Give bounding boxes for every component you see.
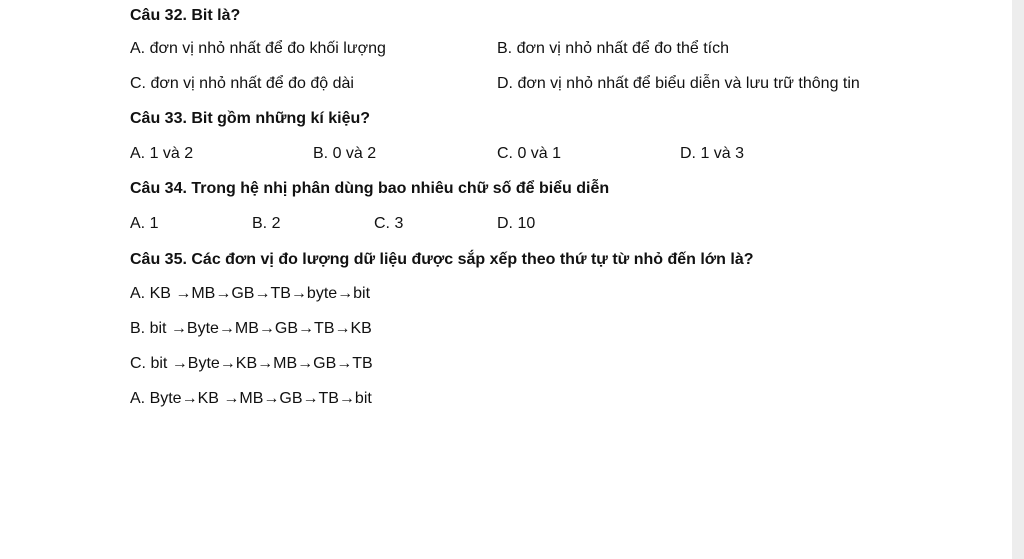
- question-32-option-b: B. đơn vị nhỏ nhất để đo thể tích: [497, 40, 729, 57]
- question-34-option-d: D. 10: [497, 215, 536, 232]
- question-33-title: Câu 33. Bit gồm những kí kiệu?: [130, 110, 371, 127]
- question-32-option-d: D. đơn vị nhỏ nhất để biểu diễn và lưu trữ thông tin: [497, 75, 860, 92]
- question-32-option-c: C. đơn vị nhỏ nhất để đo độ dài: [130, 75, 354, 92]
- question-32-title: Câu 32. Bit là?: [130, 7, 241, 24]
- question-35-option-c: C. bit →Byte→KB→MB→GB→TB: [130, 355, 373, 372]
- question-34-option-b: B. 2: [252, 215, 281, 232]
- question-35-option-d: A. Byte→KB →MB→GB→TB→bit: [130, 390, 372, 407]
- question-35-title: Câu 35. Các đơn vị đo lượng dữ liệu được sắp xếp theo thứ tự từ nhỏ đến lớn là?: [130, 251, 754, 268]
- question-34-option-a: A. 1: [130, 215, 159, 232]
- question-33-option-b: B. 0 và 2: [313, 145, 377, 162]
- question-32-option-a: A. đơn vị nhỏ nhất để đo khối lượng: [130, 40, 386, 57]
- question-33-option-d: D. 1 và 3: [680, 145, 745, 162]
- question-34-option-c: C. 3: [374, 215, 404, 232]
- question-35-option-b: B. bit →Byte→MB→GB→TB→KB: [130, 320, 372, 337]
- question-35-option-a: A. KB →MB→GB→TB→byte→bit: [130, 285, 371, 302]
- question-33-option-a: A. 1 và 2: [130, 145, 194, 162]
- question-34-title: Câu 34. Trong hệ nhị phân dùng bao nhiêu chữ số để biểu diễn: [130, 180, 610, 197]
- question-33-option-c: C. 0 và 1: [497, 145, 562, 162]
